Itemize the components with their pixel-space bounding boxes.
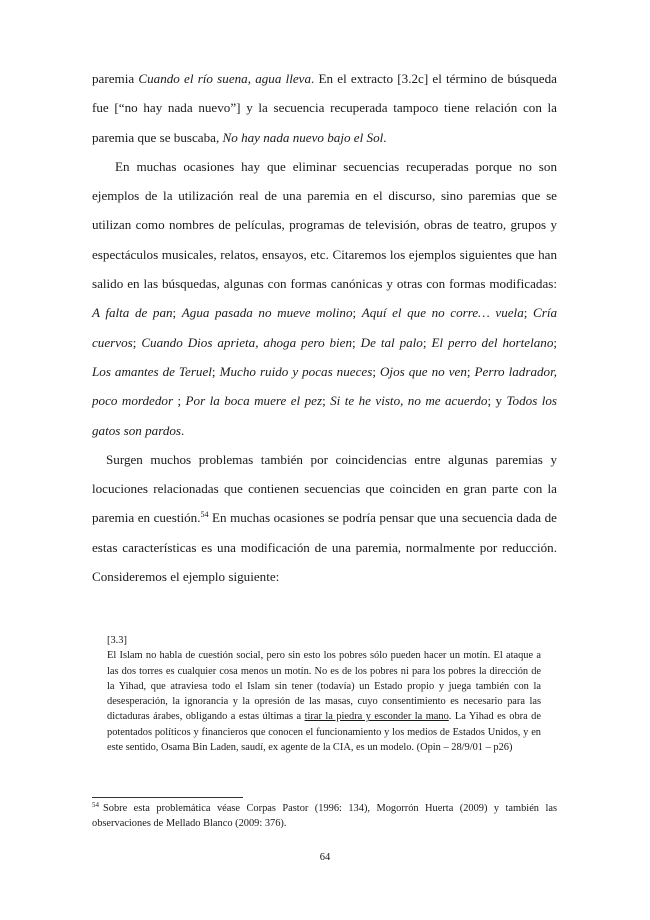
example-paremia: Mucho ruido y pocas nueces xyxy=(219,363,373,379)
separator: ; xyxy=(466,363,475,379)
example-paremia: El perro del hortelano xyxy=(431,334,554,350)
example-paremia: Ojos que no ven xyxy=(379,363,467,379)
separator: ; xyxy=(173,393,186,409)
text-run: . xyxy=(383,129,387,145)
paremia-italic: No hay nada nuevo bajo el Sol xyxy=(222,129,384,145)
example-label: [3.3] xyxy=(107,635,127,646)
text-run: En muchas ocasiones hay que eliminar secuencias recuperadas porque no son ejemplos de la utilización real de una paremia en el discurso, sino paremias que se utilizan como nombres de películas, programas de televisión, obras de teatro, grupos y espectáculos musicales, relatos, ensayos, etc. Citaremos los ejemplos siguientes que han salido en las búsquedas, algunas con formas canónicas y otras con formas modificadas: xyxy=(92,158,557,292)
footnote-text: Sobre esta problemática véase Corpas Pastor (1996: 134), Mogorrón Huerta (2009) y también las observaciones de Mellado Blanco (2009: 376). xyxy=(92,803,557,829)
footnote-number: 54 xyxy=(92,801,99,809)
paragraph-3 xyxy=(92,445,557,591)
separator: ; xyxy=(422,334,432,350)
example-paremia: A falta de pan xyxy=(92,305,173,321)
example-paremia: Todos los gatos son pardos xyxy=(92,393,557,438)
separator: ; xyxy=(352,334,361,350)
separator: ; xyxy=(211,363,220,379)
body-text xyxy=(92,64,557,591)
text-run: Surgen muchos problemas también por coincidencias entre algunas paremias y locuciones relacionadas que contienen secuencias que coinciden en gran parte con la paremia en cuestión. xyxy=(92,451,557,526)
footnote-reference[interactable]: 54 xyxy=(200,510,209,520)
example-paremia: De tal palo xyxy=(360,334,423,350)
paragraph-2 xyxy=(92,152,557,445)
paremia-italic: Cuando el río suena, agua lleva xyxy=(138,71,312,86)
example-paremia: Los amantes de Teruel xyxy=(92,363,212,379)
separator: ; xyxy=(352,305,362,321)
highlighted-paremia: tirar la piedra y esconder la mano xyxy=(304,711,449,723)
paragraph-1 xyxy=(92,64,557,152)
footnote-divider xyxy=(92,797,243,798)
separator: ; xyxy=(132,334,142,350)
example-block xyxy=(107,633,541,755)
example-paremia: Cuando Dios aprieta, ahoga pero bien xyxy=(141,334,353,350)
example-paremia: Por la boca muere el pez xyxy=(185,393,323,409)
example-paremia: Agua pasada no mueve molino xyxy=(181,305,353,321)
separator: ; xyxy=(372,363,380,379)
separator: ; xyxy=(172,305,182,321)
example-paremia: Aquí el que no corre… vuela xyxy=(361,305,524,321)
text-run: El Islam no habla de cuestión social, pero sin esto los pobres sólo pueden hacer un motín. El ataque a las dos torres es cualquier cosa menos un motín. No es de los pobres ni para los pobres la dirección de la Yihad, que atraviesa todo el Islam sin tener (todavía) un Estado propio y juega también con la desesperación, la ignorancia y la opresión de las masas, cuyo consentimiento es necesario para las dictaduras árabes, obligando a estas últimas a xyxy=(107,650,541,723)
text-run: paremia xyxy=(92,71,139,86)
example-text xyxy=(107,648,541,755)
separator: ; xyxy=(553,334,558,350)
example-paremia: Perro ladrador, poco mordedor xyxy=(92,363,557,409)
separator: . xyxy=(181,422,185,438)
separator: ; y xyxy=(487,393,507,409)
text-run: En muchas ocasiones se podría pensar que una secuencia dada de estas características es una modificación de una paremia, normalmente por reducción. Consideremos el ejemplo siguiente: xyxy=(92,510,557,585)
text-run: . La Yihad es obra de potentados políticos y financieros que conocen el funcionamiento y los medios de Estados Unidos, y en este sentido, Osama Bin Laden, saudí, ex agente de la CIA, es un modelo. (Opin – 28/9/01 – p26) xyxy=(107,711,541,754)
separator: ; xyxy=(322,393,331,409)
footnote xyxy=(92,801,557,831)
example-paremia: Cría cuervos xyxy=(92,305,557,350)
page-number: 64 xyxy=(319,852,331,863)
example-paremia: Si te he visto, no me acuerdo xyxy=(330,393,488,409)
text-run: . En el extracto [3.2c] el término de búsqueda fue [“no hay nada nuevo”] y la secuencia recuperada tampoco tiene relación con la paremia que se buscaba, xyxy=(92,71,557,145)
separator: ; xyxy=(523,305,533,321)
